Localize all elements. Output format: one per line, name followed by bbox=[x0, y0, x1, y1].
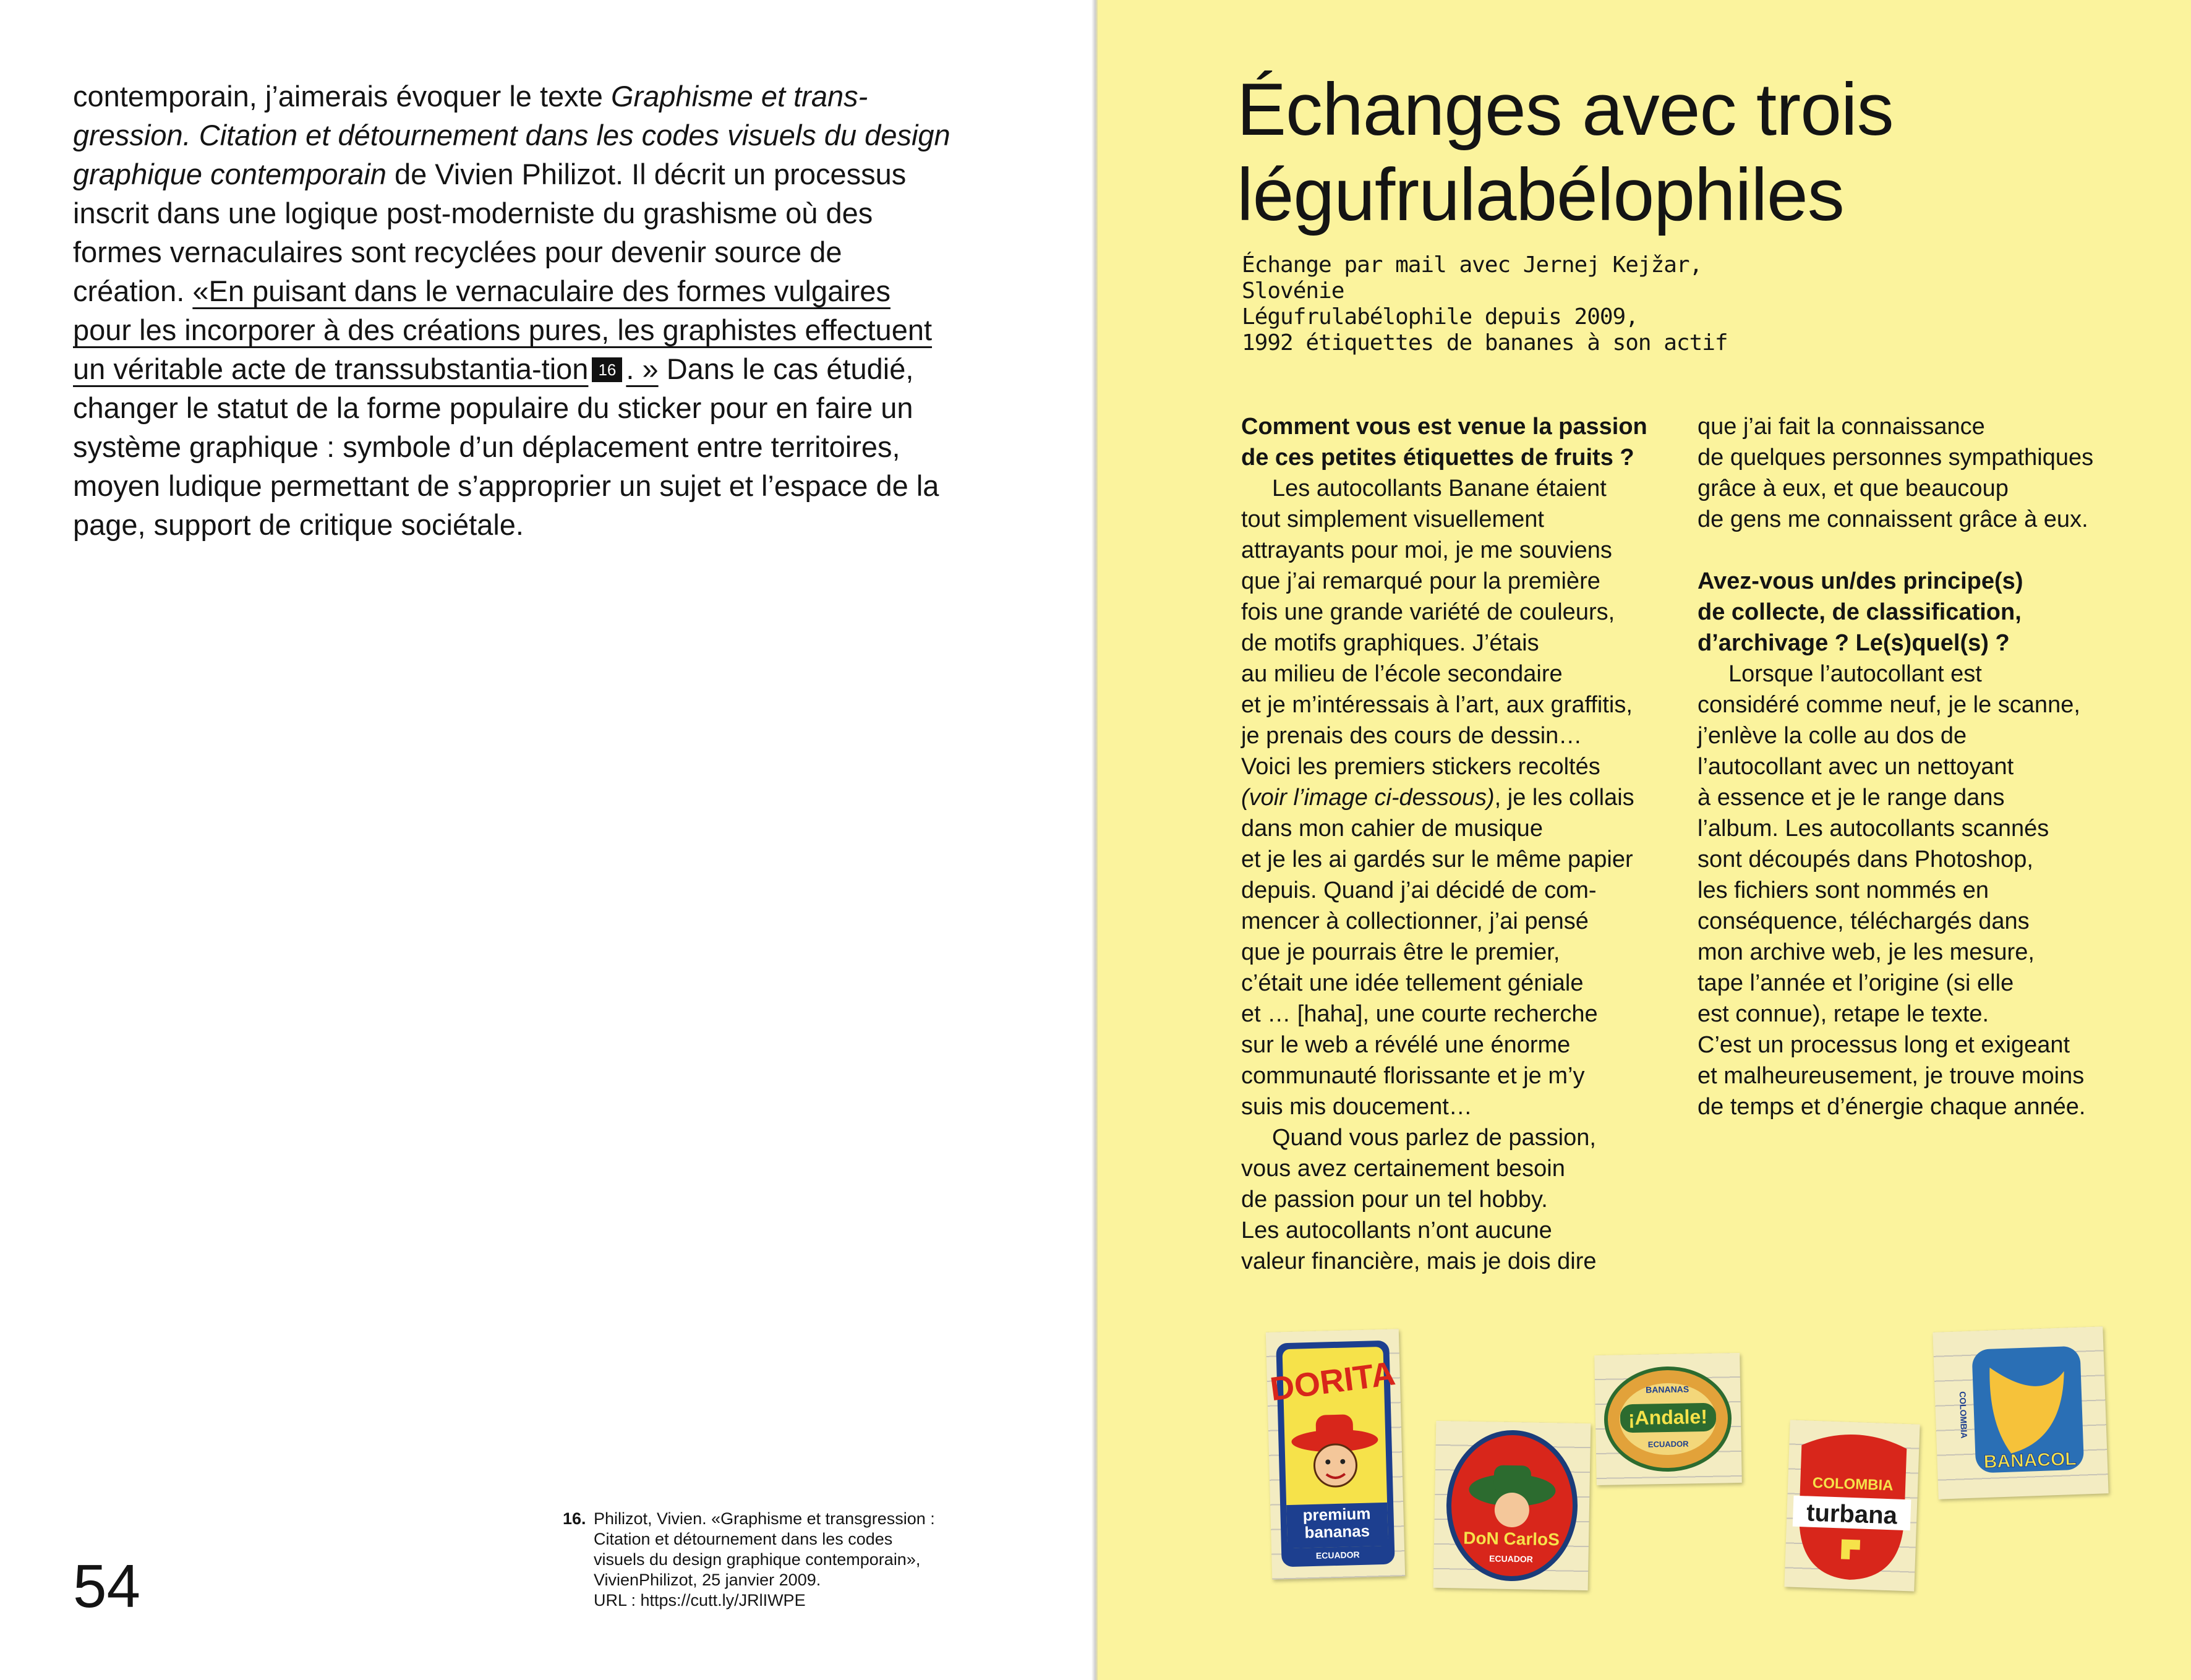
answer-line: suis mis doucement… bbox=[1241, 1094, 1472, 1120]
question-line: d’archivage ? Le(s)quel(s) ? bbox=[1698, 630, 2010, 656]
answer-line: tape l’année et l’origine (si elle bbox=[1698, 970, 2014, 996]
answer-line: l’autocollant avec un nettoyant bbox=[1698, 754, 2014, 780]
answer-line: communauté florissante et je m’y bbox=[1241, 1063, 1585, 1089]
sticker-banacol-art bbox=[1933, 1326, 2108, 1499]
answer-line: j’enlève la colle au dos de bbox=[1698, 723, 1967, 749]
answer-line: de quelques personnes sympathiques bbox=[1698, 445, 2094, 471]
footnote-line: visuels du design graphique contemporain», bbox=[594, 1550, 921, 1569]
footnote-line: VivienPhilizot, 25 janvier 2009. bbox=[594, 1571, 821, 1589]
quotation: «En puisant dans le vernaculaire des formes vulgaires pour les incorporer à des créations pures, les graphistes effectuent un véritable acte de transsubstantia-tion bbox=[73, 275, 933, 385]
answer-line: et … [haha], une courte recherche bbox=[1241, 1001, 1598, 1027]
answer-line: fois une grande variété de couleurs, bbox=[1241, 599, 1615, 625]
answer-line: c’était une idée tellement géniale bbox=[1241, 970, 1584, 996]
meta-line: Légufrulabélophile depuis 2009, bbox=[1242, 304, 1638, 330]
andale-origin: ECUADOR bbox=[1647, 1439, 1689, 1449]
answer-line: depuis. Quand j’ai décidé de com- bbox=[1241, 877, 1597, 903]
answer-line: l’album. Les autocollants scannés bbox=[1698, 816, 2049, 842]
answer-line: je prenais des cours de dessin… bbox=[1241, 723, 1582, 749]
answer-line: Les autocollants n’ont aucune bbox=[1241, 1217, 1552, 1243]
sticker-dorita bbox=[1266, 1329, 1405, 1579]
dorita-line1: premium bbox=[1302, 1504, 1371, 1525]
body-text-1: contemporain, j’aimerais évoquer le texte bbox=[73, 80, 611, 113]
answer-line: et je m’intéressais à l’art, aux graffitis, bbox=[1241, 692, 1633, 718]
sticker-andale bbox=[1594, 1353, 1742, 1485]
answer-line: conséquence, téléchargés dans bbox=[1698, 908, 2030, 934]
answer-line: au milieu de l’école secondaire bbox=[1241, 661, 1563, 687]
answer-line: considéré comme neuf, je le scanne, bbox=[1698, 692, 2080, 718]
sticker-banacol bbox=[1933, 1326, 2108, 1499]
sticker-andale-art bbox=[1594, 1353, 1742, 1485]
image-reference: (voir l’image ci-dessous) bbox=[1241, 785, 1495, 811]
answer-line: les fichiers sont nommés en bbox=[1698, 877, 1989, 903]
footnote-text bbox=[594, 1509, 959, 1611]
question-line: de collecte, de classification, bbox=[1698, 599, 2022, 625]
meta-line: Échange par mail avec Jernej Kejžar, bbox=[1242, 252, 1702, 278]
sticker-don-carlos-art bbox=[1433, 1421, 1591, 1590]
meta-line: 1992 étiquettes de bananes à son actif bbox=[1242, 330, 1728, 356]
answer-fragment: , je les collais bbox=[1494, 785, 1634, 811]
footnote-ref-badge[interactable]: 16 bbox=[592, 357, 622, 382]
answer-line: sur le web a révélé une énorme bbox=[1241, 1032, 1571, 1058]
answer-line: sont découpés dans Photoshop, bbox=[1698, 846, 2033, 872]
turbana-top: COLOMBIA bbox=[1812, 1474, 1894, 1495]
answer-line: Lorsque l’autocollant est bbox=[1728, 661, 1982, 687]
page-number: 54 bbox=[73, 1552, 141, 1620]
sticker-don-carlos bbox=[1433, 1421, 1591, 1590]
answer-line: attrayants pour moi, je me souviens bbox=[1241, 537, 1612, 563]
answer-line: Les autocollants Banane étaient bbox=[1272, 475, 1607, 501]
answer-line: valeur financière, mais je dois dire bbox=[1241, 1248, 1597, 1274]
footnote bbox=[563, 1509, 959, 1611]
article-title bbox=[1237, 67, 2164, 237]
sticker-turbana-art bbox=[1784, 1420, 1920, 1591]
answer-line: mon archive web, je les mesure, bbox=[1698, 939, 2035, 965]
answer-line: grâce à eux, et que beaucoup bbox=[1698, 475, 2009, 501]
paragraph-gap bbox=[1698, 535, 2168, 566]
interview-meta bbox=[1242, 252, 1749, 356]
dorita-origin: ECUADOR bbox=[1315, 1550, 1360, 1561]
don-carlos-brand: DoN CarloS bbox=[1463, 1528, 1560, 1550]
question-line: Avez-vous un/des principe(s) bbox=[1698, 568, 2023, 594]
body-paragraph bbox=[73, 77, 951, 544]
answer-line: à essence et je le range dans bbox=[1698, 785, 2005, 811]
left-page bbox=[0, 0, 1095, 1680]
sticker-turbana bbox=[1784, 1420, 1920, 1591]
answer-line-with-italic bbox=[1241, 782, 1686, 813]
banacol-side: COLOMBIA bbox=[1957, 1391, 1970, 1439]
body-text-3: Dans le cas étudié, changer le statut de la forme populaire du sticker pour en faire un système graphique : symbole d’un déplacement entre territoires, moyen ludique permettant de s’approprier un sujet et l’espace de la page, support de critique sociétale. bbox=[73, 352, 939, 541]
answer-line: vous avez certainement besoin bbox=[1241, 1156, 1565, 1182]
answer-line: et je les ai gardés sur le même papier bbox=[1241, 846, 1633, 872]
answer-line: dans mon cahier de musique bbox=[1241, 816, 1543, 842]
cited-title: Graphisme et trans-gression. Citation et détournement dans les codes visuels du design graphique contemporain bbox=[73, 80, 950, 190]
answer-line: Voici les premiers stickers recoltés bbox=[1241, 754, 1600, 780]
book-gutter bbox=[1091, 0, 1098, 1680]
body-text-2: de Vivien Philizot. Il décrit un processus inscrit dans une logique post-moderniste du grashisme où des formes vernaculaires sont recyclées pour devenir source de création. bbox=[73, 158, 907, 307]
don-carlos-origin: ECUADOR bbox=[1488, 1553, 1534, 1564]
andale-brand: ¡Andale! bbox=[1628, 1405, 1708, 1430]
question-line: de ces petites étiquettes de fruits ? bbox=[1241, 445, 1634, 471]
answer-line: mencer à collectionner, j’ai pensé bbox=[1241, 908, 1589, 934]
dorita-line2: bananas bbox=[1304, 1521, 1370, 1542]
question-line: Comment vous est venue la passion bbox=[1241, 414, 1647, 440]
footnote-url[interactable]: URL : https://cutt.ly/JRlIWPE bbox=[594, 1591, 806, 1610]
banacol-brand: BANACOL bbox=[1983, 1448, 2077, 1473]
answer-line: de temps et d’énergie chaque année. bbox=[1698, 1094, 2086, 1120]
footnote-number: 16. bbox=[563, 1509, 586, 1528]
answer-line: de passion pour un tel hobby. bbox=[1241, 1187, 1548, 1213]
interview-column-1 bbox=[1241, 411, 1686, 1277]
turbana-brand: turbana bbox=[1806, 1499, 1898, 1530]
footnote-line: Citation et détournement dans les codes bbox=[594, 1530, 893, 1548]
quotation-end: . » bbox=[626, 352, 659, 385]
answer-line: de gens me connaissent grâce à eux. bbox=[1698, 506, 2088, 532]
answer-line: C’est un processus long et exigeant bbox=[1698, 1032, 2070, 1058]
banana-stickers-photo bbox=[1243, 1317, 2133, 1608]
andale-top: BANANAS bbox=[1646, 1384, 1689, 1395]
answer-line: est connue), retape le texte. bbox=[1698, 1001, 1989, 1027]
answer-line: que j’ai fait la connaissance bbox=[1698, 414, 1985, 440]
answer-line: tout simplement visuellement bbox=[1241, 506, 1544, 532]
meta-line: Slovénie bbox=[1242, 278, 1344, 304]
answer-line: que je pourrais être le premier, bbox=[1241, 939, 1560, 965]
sticker-dorita-art bbox=[1266, 1329, 1405, 1579]
answer-line: et malheureusement, je trouve moins bbox=[1698, 1063, 2085, 1089]
answer-line: de motifs graphiques. J’étais bbox=[1241, 630, 1539, 656]
answer-line: Quand vous parlez de passion, bbox=[1272, 1125, 1596, 1151]
title-line: légufrulabélophiles bbox=[1237, 153, 1844, 236]
footnote-line: Philizot, Vivien. «Graphisme et transgression : bbox=[594, 1509, 935, 1528]
title-line: Échanges avec trois bbox=[1237, 68, 1894, 151]
dorita-brand: DORITA bbox=[1268, 1355, 1398, 1409]
interview-column-2 bbox=[1698, 411, 2168, 1122]
answer-line: que j’ai remarqué pour la première bbox=[1241, 568, 1600, 594]
